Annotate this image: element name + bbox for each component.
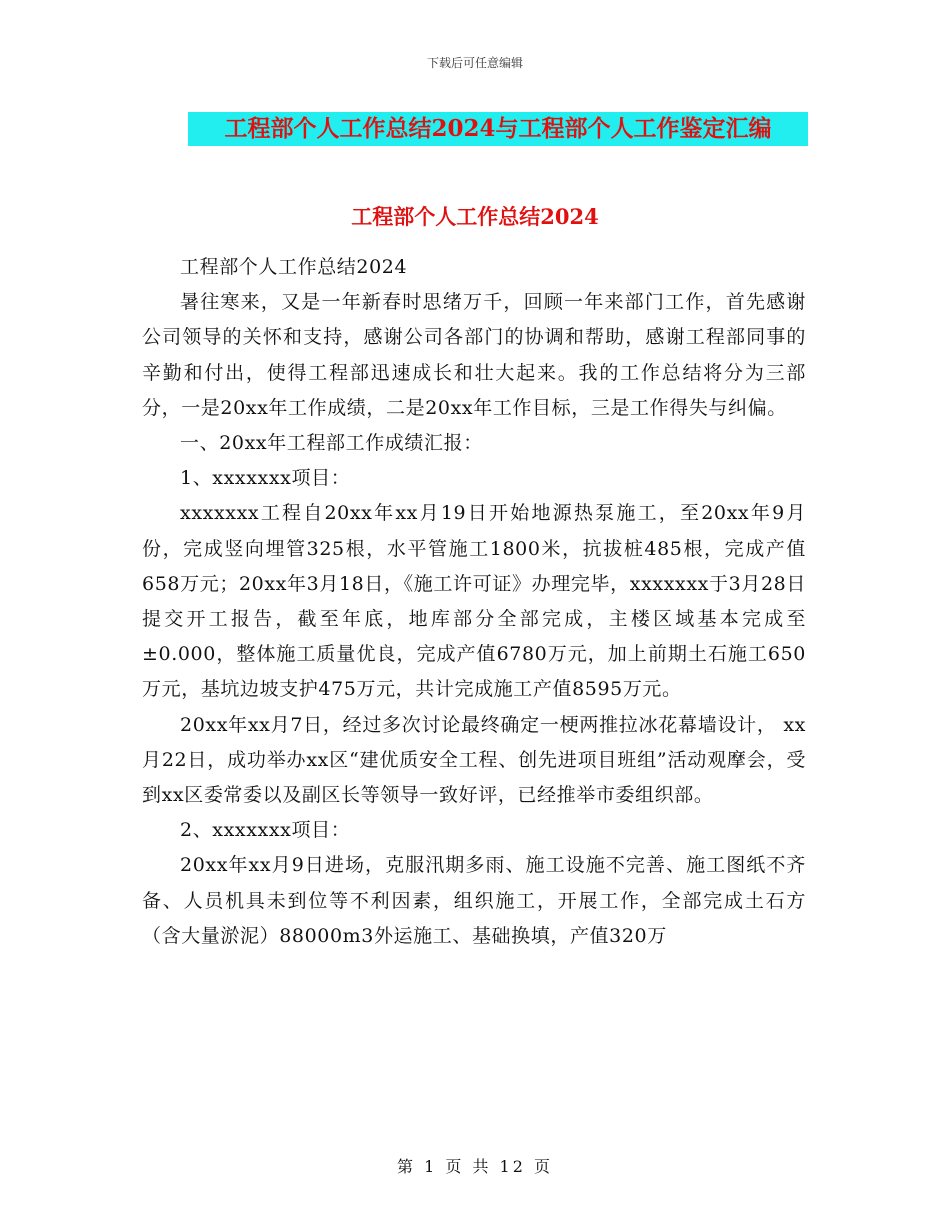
- paragraph: 工程部个人工作总结2024: [180, 256, 408, 278]
- page-number-footer: 第 1 页 共 12 页: [397, 1157, 553, 1176]
- paragraph: 20xx年xx月9日进场，克服汛期多雨、施工设施不完善、施工图纸不齐备、人员机具未到位等不利因素，组织施工，开展工作，全部完成土石方（含大量淤泥）88000m3外运施工、基础换填，产值320万: [142, 854, 806, 947]
- paragraph: xxxxxxx工程自20xx年xx月19日开始地源热泵施工，至20xx年9月份，完成竖向埋管325根，水平管施工1800米，抗拔桩485根，完成产值658万元；20xx年3月18日，《施工许可证》办理完毕，xxxxxxx于3月28日提交开工报告，截至年底，地库部分全部完成，主楼区域基本完成至±0.000，整体施工质量优良，完成产值6780万元，加上前期土石施工650万元，基坑边坡支护475万元，共计完成施工产值8595万元。: [142, 502, 806, 701]
- document-body: [142, 250, 806, 954]
- paragraph: 暑往寒来，又是一年新春时思绪万千，回顾一年来部门工作，首先感谢公司领导的关怀和支持，感谢公司各部门的协调和帮助，感谢工程部同事的辛勤和付出，使得工程部迅速成长和壮大起来。我的工作总结将分为三部分，一是20xx年工作成绩，二是20xx年工作目标，三是工作得失与纠偏。: [142, 291, 806, 419]
- document-title-highlight: [188, 112, 808, 146]
- paragraph: 20xx年xx月7日，经过多次讨论最终确定一梗两推拉冰花幕墙设计， xx月22日，成功举办xx区“建优质安全工程、创先进项目班组”活动观摩会，受到xx区委常委以及副区长等领导一致好评，已经推举市委组织部。: [142, 713, 806, 807]
- paragraph: 1、xxxxxxx项目：: [180, 467, 351, 490]
- paragraph: 一、20xx年工程部工作成绩汇报：: [180, 432, 483, 455]
- paragraph: 2、xxxxxxx项目：: [180, 819, 351, 842]
- header-note: 下载后可任意编辑: [426, 56, 523, 70]
- document-title: 工程部个人工作总结2024与工程部个人工作鉴定汇编: [224, 115, 772, 142]
- section-title: 工程部个人工作总结2024: [351, 204, 599, 229]
